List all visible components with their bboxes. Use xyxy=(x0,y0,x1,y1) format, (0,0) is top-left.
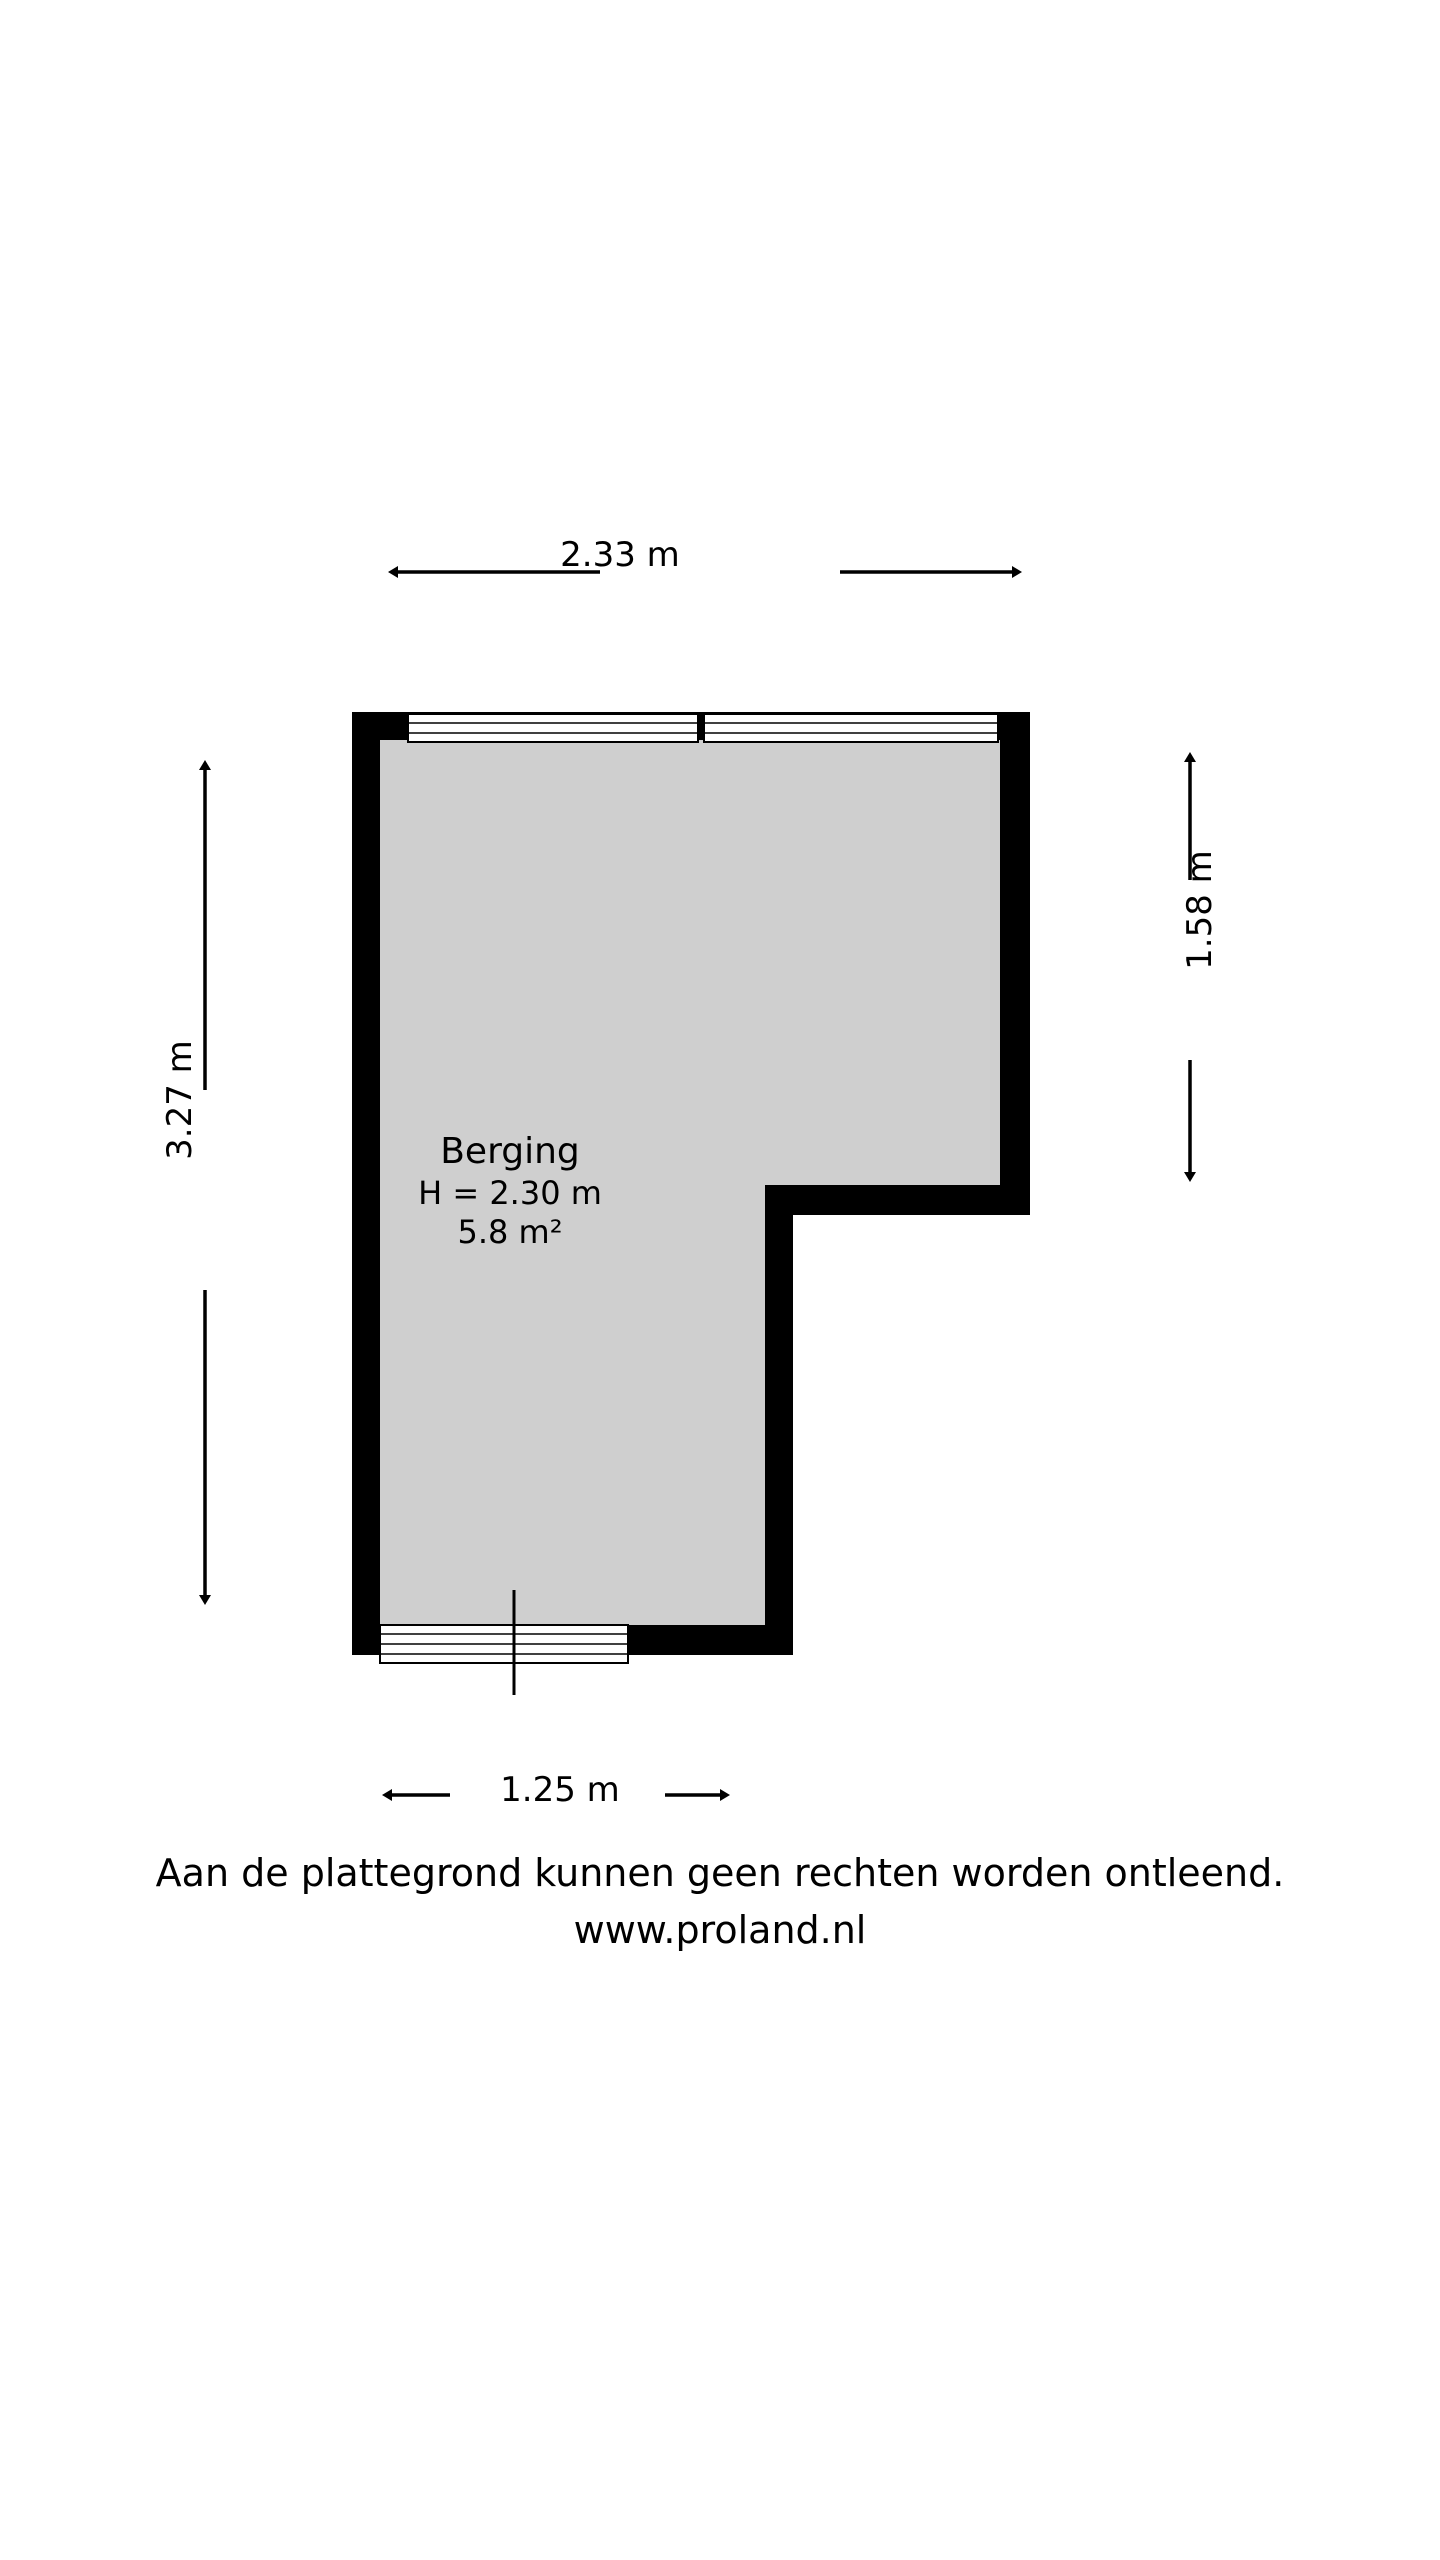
dimension-label-bottom: 1.25 m xyxy=(500,1770,620,1810)
footer-website: www.proland.nl xyxy=(573,1908,867,1952)
window-top-right xyxy=(704,714,998,742)
dimension-label-right: 1.58 m xyxy=(1180,850,1220,970)
footer xyxy=(0,1845,1440,1959)
dimension-label-left: 3.27 m xyxy=(160,1040,200,1160)
room-height: H = 2.30 m xyxy=(418,1173,602,1212)
dimension-label-top: 2.33 m xyxy=(560,535,680,575)
room-label xyxy=(380,1130,640,1252)
footer-disclaimer: Aan de plattegrond kunnen geen rechten worden ontleend. xyxy=(155,1851,1285,1895)
room-name: Berging xyxy=(440,1131,580,1172)
room-area: 5.8 m² xyxy=(457,1212,563,1251)
window-top-left xyxy=(408,714,698,742)
